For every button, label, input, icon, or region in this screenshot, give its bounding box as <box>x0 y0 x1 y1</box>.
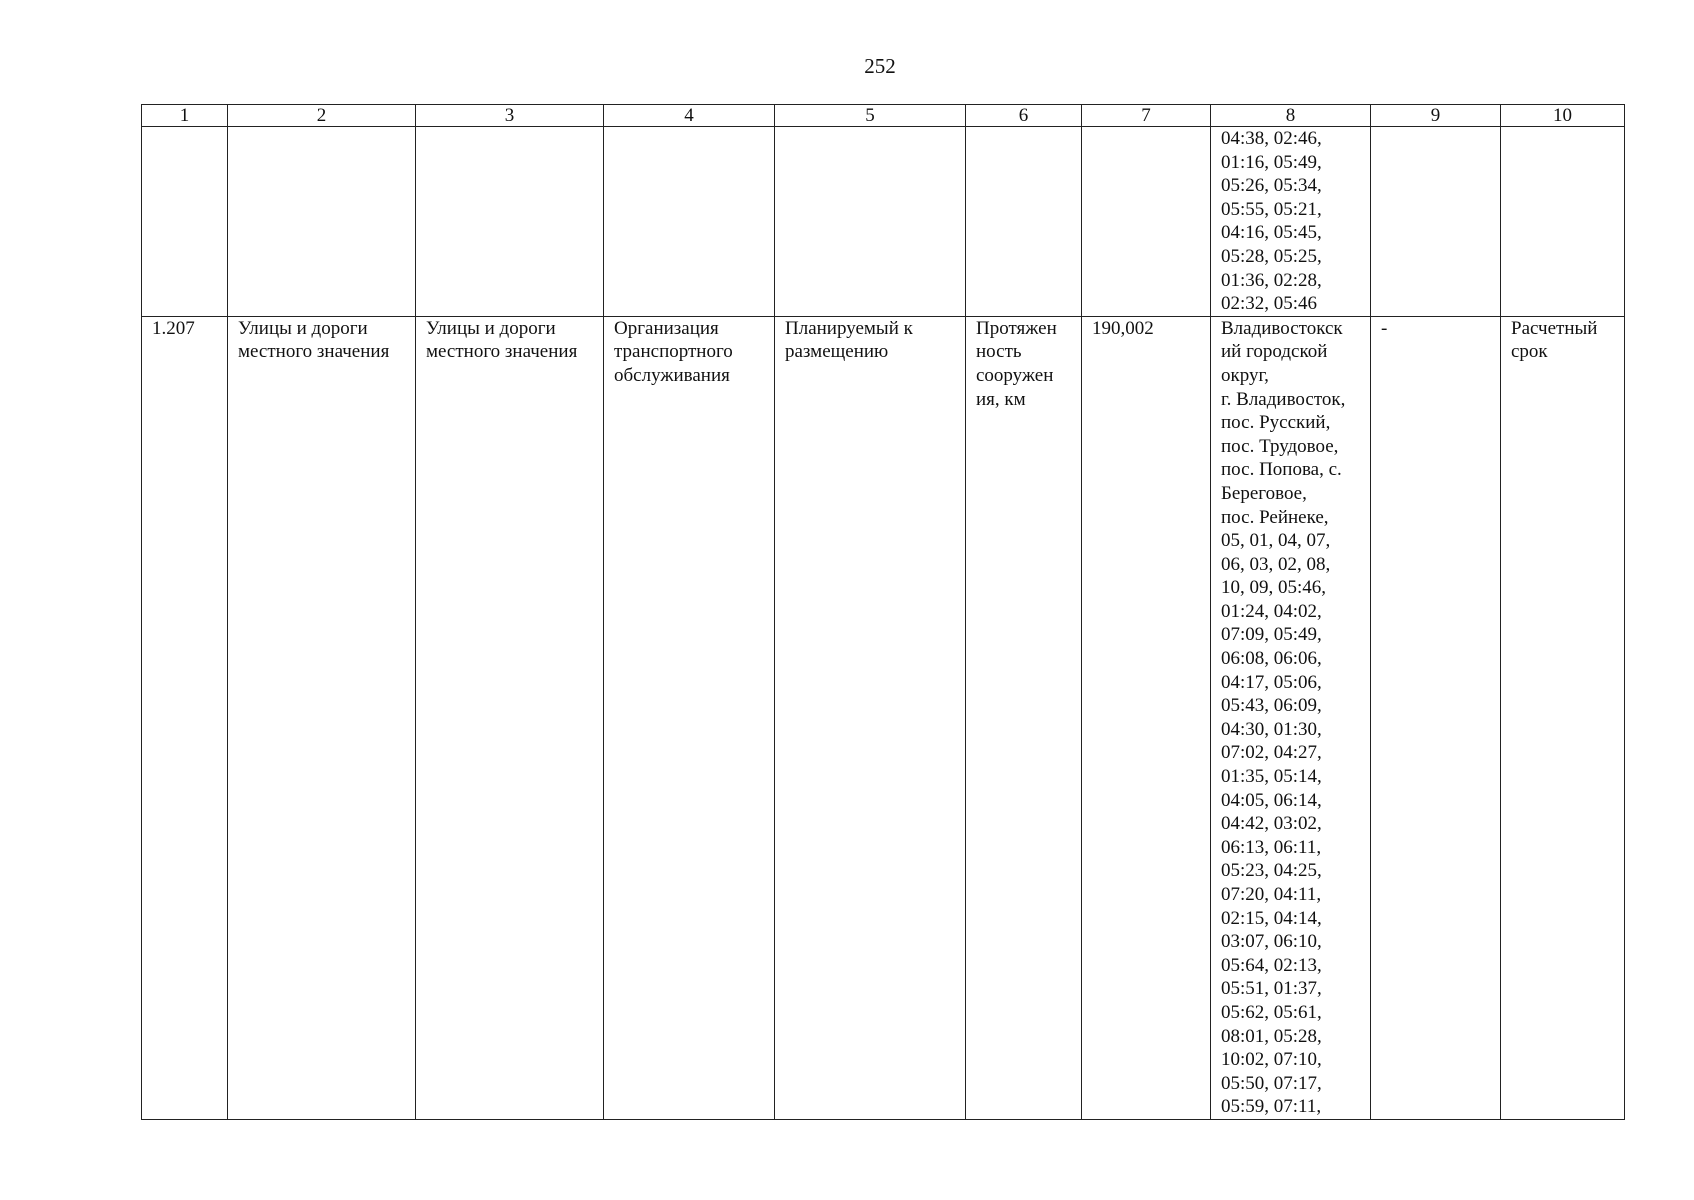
text-line: 03:07, 06:10, <box>1221 931 1322 953</box>
text-line: 05:51, 01:37, <box>1221 978 1322 1000</box>
text-line: 04:30, 01:30, <box>1221 718 1322 740</box>
text-line: 01:35, 05:14, <box>1221 766 1322 788</box>
object-name-cell <box>416 316 604 1119</box>
text-line: округ, <box>1221 364 1269 386</box>
text-line: 01:36, 02:28, <box>1221 269 1322 291</box>
text-line: ий городской <box>1221 341 1328 363</box>
text-line: 07:20, 04:11, <box>1221 884 1322 905</box>
text-line: 05:59, 07:11, <box>1221 1096 1322 1118</box>
text-line: 04:38, 02:46, <box>1221 128 1322 149</box>
table-cell <box>1501 127 1625 317</box>
table-header-row <box>142 105 1625 127</box>
text-line: 10:02, 07:10, <box>1221 1049 1322 1071</box>
text-line: Береговое, <box>1221 482 1307 504</box>
text-line: местного значения <box>238 341 390 363</box>
table-cell <box>416 127 604 317</box>
text-line: 06:13, 06:11, <box>1221 836 1322 858</box>
table-row-continuation <box>142 127 1625 317</box>
text-line: 08:01, 05:28, <box>1221 1025 1322 1047</box>
header-cell: 8 <box>1211 105 1371 127</box>
text-line: 02:15, 04:14, <box>1221 907 1322 929</box>
value-cell: 190,002 <box>1082 316 1211 1119</box>
location-cell <box>1211 316 1371 1119</box>
text-line: 07:09, 05:49, <box>1221 624 1322 646</box>
header-cell: 6 <box>966 105 1082 127</box>
text-line: размещению <box>785 341 889 363</box>
text-line: 06, 03, 02, 08, <box>1221 553 1331 575</box>
text-line: пос. Попова, с. <box>1221 459 1342 481</box>
text-line: сооружен <box>976 364 1054 386</box>
text-line: 04:17, 05:06, <box>1221 671 1322 693</box>
purpose-cell <box>604 316 775 1119</box>
header-cell: 3 <box>416 105 604 127</box>
text-line: 01:24, 04:02, <box>1221 600 1322 622</box>
text-line: 05, 01, 04, 07, <box>1221 530 1331 552</box>
header-cell: 7 <box>1082 105 1211 127</box>
object-type-cell <box>228 316 416 1119</box>
text-line: 05:55, 05:21, <box>1221 198 1322 220</box>
table-cell <box>142 127 228 317</box>
header-cell: 9 <box>1371 105 1501 127</box>
text-line: ия, км <box>976 388 1026 410</box>
text-line: 06:08, 06:06, <box>1221 648 1322 670</box>
text-line: местного значения <box>426 341 578 363</box>
table-cell <box>966 127 1082 317</box>
table-cell <box>775 127 966 317</box>
header-cell: 1 <box>142 105 228 127</box>
table-row-1-207 <box>142 316 1625 1119</box>
text-line: 05:26, 05:34, <box>1221 175 1322 197</box>
text-line: 05:64, 02:13, <box>1221 954 1322 976</box>
note-cell: - <box>1371 316 1501 1119</box>
text-line: Улицы и дороги <box>426 317 556 339</box>
status-cell <box>775 316 966 1119</box>
text-line: срок <box>1511 341 1548 363</box>
table-cell <box>228 127 416 317</box>
text-line: Протяжен <box>976 317 1057 339</box>
text-line: пос. Русский, <box>1221 412 1331 434</box>
header-cell: 2 <box>228 105 416 127</box>
text-line: пос. Рейнеке, <box>1221 506 1329 528</box>
text-line: Организация <box>614 317 719 339</box>
text-line: 04:16, 05:45, <box>1221 222 1322 244</box>
text-line: 04:05, 06:14, <box>1221 789 1322 811</box>
header-cell: 5 <box>775 105 966 127</box>
text-line: 01:16, 05:49, <box>1221 151 1322 173</box>
text-line: 07:02, 04:27, <box>1221 742 1322 764</box>
deadline-cell <box>1501 316 1625 1119</box>
text-line: 05:43, 06:09, <box>1221 695 1322 717</box>
table-cell <box>1371 127 1501 317</box>
text-line: Владивостокск <box>1221 317 1343 339</box>
text-line: ность <box>976 341 1022 363</box>
text-line: г. Владивосток, <box>1221 388 1346 410</box>
text-line: 05:28, 05:25, <box>1221 245 1322 267</box>
text-line: 02:32, 05:46 <box>1221 293 1318 315</box>
text-line: 05:62, 05:61, <box>1221 1001 1322 1023</box>
table-cell <box>1082 127 1211 317</box>
text-line: 10, 09, 05:46, <box>1221 577 1327 599</box>
text-line: транспортного <box>614 341 733 363</box>
row-number-cell: 1.207 <box>142 316 228 1119</box>
text-line: Расчетный <box>1511 317 1598 339</box>
text-line: 05:50, 07:17, <box>1221 1072 1322 1094</box>
table-cell <box>604 127 775 317</box>
header-cell: 10 <box>1501 105 1625 127</box>
page-number: 252 <box>864 54 896 78</box>
text-line: обслуживания <box>614 364 730 386</box>
text-line: 05:23, 04:25, <box>1221 860 1322 882</box>
text-line: 04:42, 03:02, <box>1221 813 1322 835</box>
text-line: Улицы и дороги <box>238 317 368 339</box>
planning-table <box>141 104 1625 1120</box>
text-line: пос. Трудовое, <box>1221 435 1339 457</box>
characteristic-cell <box>966 316 1082 1119</box>
location-cell <box>1211 127 1371 317</box>
header-cell: 4 <box>604 105 775 127</box>
text-line: Планируемый к <box>785 317 913 339</box>
